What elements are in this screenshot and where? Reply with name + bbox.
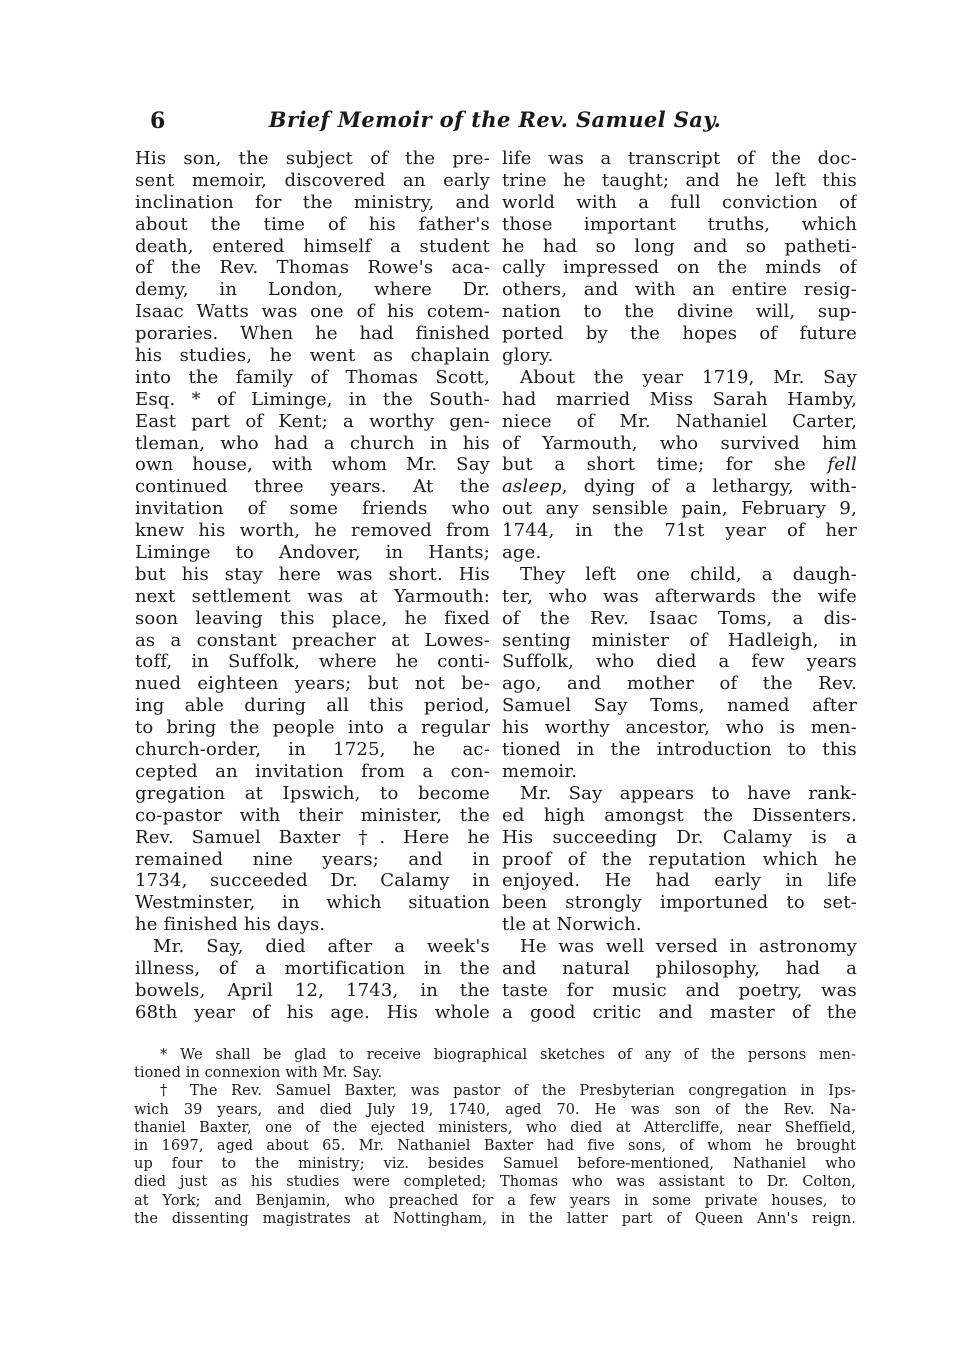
text-line: Westminster, in which situation: [135, 892, 490, 914]
text-line: taste for music and poetry, was: [502, 979, 857, 1001]
footnotes-section: [134, 1046, 856, 1228]
text-line: age.: [502, 542, 542, 564]
text-line: demy, in London, where Dr.: [135, 279, 490, 301]
text-line: * We shall be glad to receive biographical sketches of any of the persons men-: [160, 1047, 856, 1063]
text-line: Mr. Say, died after a week's: [153, 936, 490, 958]
text-line: a good critic and master of the: [502, 1001, 857, 1023]
text-line: ago, and mother of the Rev.: [502, 673, 857, 695]
text-line: Liminge to Andover, in Hants;: [135, 542, 490, 564]
text-line: own house, with whom Mr. Say: [135, 454, 490, 476]
text-line: of Yarmouth, who survived him: [502, 432, 857, 454]
text-line: ed high amongst the Dissenters.: [502, 804, 857, 826]
text-line: been strongly importuned to set-: [502, 892, 857, 914]
text-line: but his stay here was short. His: [135, 563, 490, 585]
text-line: 1744, in the 71st year of her: [502, 520, 857, 542]
text-line: enjoyed. He had early in life: [502, 870, 857, 892]
text-line: Isaac Watts was one of his cotem-: [135, 301, 490, 323]
text-line: nued eighteen years; but not be-: [135, 673, 490, 695]
text-line: soon leaving this place, he fixed: [135, 607, 490, 629]
text-line: wich 39 years, and died July 19, 1740, aged 70. He was son of the Rev. Na-: [134, 1101, 856, 1118]
text-line: ing able during all this period,: [135, 695, 490, 717]
text-line: inclination for the ministry, and: [135, 191, 490, 213]
text-line: tleman, who had a church in his: [135, 432, 490, 454]
text-columns: [135, 148, 857, 1024]
text-line: but a short time; for she fell: [502, 454, 857, 476]
text-line: About the year 1719, Mr. Say: [520, 366, 857, 388]
text-line: out any sensible pain, February 9,: [502, 498, 857, 520]
page-number: 6: [150, 108, 166, 134]
text-line: ter, who was afterwards the wife: [502, 585, 857, 607]
text-line: life was a transcript of the doc-: [502, 148, 857, 169]
text-line: up four to the ministry; viz. besides Samuel before-mentioned, Nathaniel who: [134, 1156, 856, 1173]
text-line: as a constant preacher at Lowes-: [135, 629, 490, 651]
text-line: tioned in connexion with Mr. Say.: [134, 1065, 383, 1082]
text-line: died just as his studies were completed; Thomas who was assistant to Dr. Colton,: [134, 1174, 856, 1191]
text-line: They left one child, a daugh-: [520, 563, 857, 585]
text-line: remained nine years; and in: [135, 848, 490, 870]
text-line: world with a full conviction of: [502, 191, 857, 213]
text-line: Esq. * of Liminge, in the South-: [135, 388, 490, 410]
italic-text: asleep: [502, 476, 562, 498]
text-line: memoir.: [502, 760, 578, 782]
text-line: Rev. Samuel Baxter †. Here he: [135, 826, 490, 848]
text-line: poraries. When he had finished: [135, 323, 490, 345]
italic-text: fell: [827, 454, 857, 476]
text-line: Samuel Say Toms, named after: [502, 695, 857, 717]
text-line: those important truths, which: [502, 213, 857, 235]
text-line: his worthy ancestor, who is men-: [502, 717, 857, 739]
text-line: senting minister of Hadleigh, in: [502, 629, 857, 651]
text-line: about the time of his father's: [135, 213, 490, 235]
text-line: cepted an invitation from a con-: [135, 760, 490, 782]
text-line: and natural philosophy, had a: [502, 957, 857, 979]
column-right: [502, 148, 857, 1024]
text-line: his studies, he went as chaplain: [135, 345, 490, 367]
text-line: invitation of some friends who: [135, 498, 490, 520]
text-line: He was well versed in astronomy: [520, 936, 857, 958]
text-line: co-pastor with their minister, the: [135, 804, 490, 826]
text-line: proof of the reputation which he: [502, 848, 857, 870]
text-line: death, entered himself a student: [135, 235, 490, 257]
text-line: in 1697, aged about 65. Mr. Nathaniel Baxter had five sons, of whom he brought: [134, 1137, 856, 1154]
text-line: bowels, April 12, 1743, in the: [135, 979, 490, 1001]
text-line: the dissenting magistrates at Nottingham, in the latter part of Queen Ann's reign.: [134, 1210, 856, 1227]
text-line: at York; and Benjamin, who preached for a few years in some private houses, to: [134, 1192, 856, 1209]
text-line: His son, the subject of the pre-: [135, 148, 490, 169]
page-header-title: Brief Memoir of the Rev. Samuel Say.: [268, 107, 722, 132]
text-line: had married Miss Sarah Hamby,: [502, 388, 857, 410]
text-line: cally impressed on the minds of: [502, 257, 857, 279]
text-line: continued three years. At the: [135, 476, 490, 498]
text-line: glory.: [502, 345, 554, 367]
column-left: [135, 148, 490, 1024]
text-line: sent memoir, discovered an early: [135, 169, 490, 191]
text-line: of the Rev. Thomas Rowe's aca-: [135, 257, 490, 279]
text-line: 1734, succeeded Dr. Calamy in: [135, 870, 490, 892]
text-line: gregation at Ipswich, to become: [135, 782, 490, 804]
text-line: to bring the people into a regular: [135, 717, 490, 739]
text-line: tioned in the introduction to this: [502, 739, 857, 761]
text-line: nation to the divine will, sup-: [502, 301, 857, 323]
text-line: ported by the hopes of future: [502, 323, 857, 345]
text-line: he had so long and so patheti-: [502, 235, 857, 257]
text-line: church-order, in 1725, he ac-: [135, 739, 490, 761]
text-line: † The Rev. Samuel Baxter, was pastor of the Presbyterian congregation in Ips-: [160, 1083, 856, 1100]
text-line: toff, in Suffolk, where he conti-: [135, 651, 490, 673]
text-line: Mr. Say appears to have rank-: [520, 782, 857, 804]
text-line: knew his worth, he removed from: [135, 520, 490, 542]
text-line: asleep, dying of a lethargy, with-: [502, 476, 857, 498]
text-line: into the family of Thomas Scott,: [135, 366, 490, 388]
text-line: thaniel Baxter, one of the ejected ministers, who died at Attercliffe, near Sheffield,: [134, 1119, 856, 1136]
text-line: illness, of a mortification in the: [135, 957, 490, 979]
text-line: tle at Norwich.: [502, 914, 642, 936]
text-line: he finished his days.: [135, 914, 326, 936]
text-line: Suffolk, who died a few years: [502, 651, 857, 673]
text-line: others, and with an entire resig-: [502, 279, 857, 301]
text-line: of the Rev. Isaac Toms, a dis-: [502, 607, 857, 629]
text-line: His succeeding Dr. Calamy is a: [502, 826, 857, 848]
text-line: 68th year of his age. His whole: [135, 1001, 490, 1023]
text-line: next settlement was at Yarmouth:: [135, 585, 490, 607]
text-line: niece of Mr. Nathaniel Carter,: [502, 410, 857, 432]
text-line: trine he taught; and he left this: [502, 169, 857, 191]
text-line: East part of Kent; a worthy gen-: [135, 410, 490, 432]
